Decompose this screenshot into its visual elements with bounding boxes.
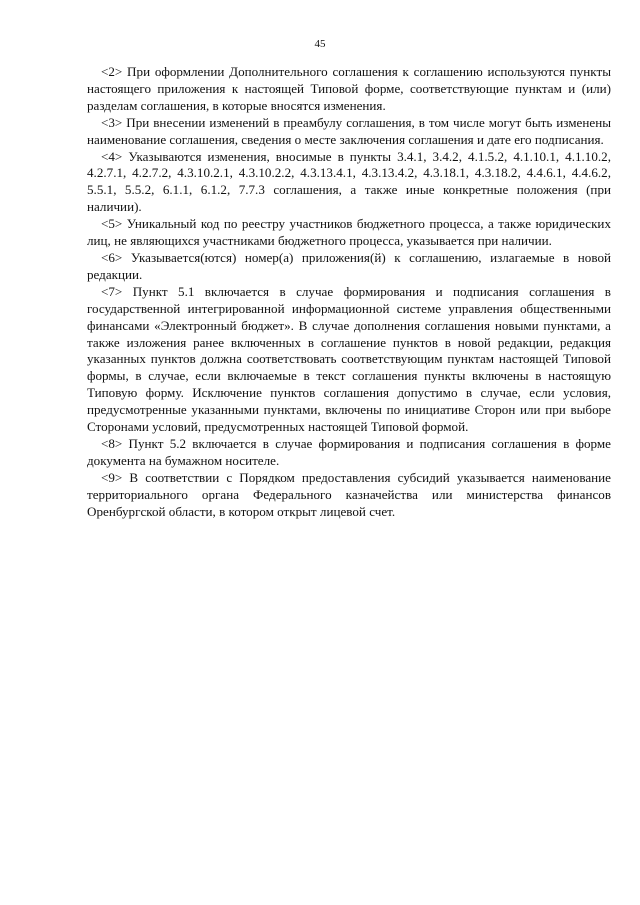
- footnote-2: <2> При оформлении Дополнительного соглашения к соглашению используются пункты настоящего приложения к настоящей Типовой форме, соответствующие пунктам и (или) разделам соглашения, в которые вносятся изменения.: [87, 64, 611, 113]
- page-number: 45: [314, 38, 326, 50]
- footnote-7: <7> Пункт 5.1 включается в случае формирования и подписания соглашения в государственной интегрированной информационной системе управления общественными финансами «Электронный бюджет». В случае дополнения соглашения новыми пунктами, а также изложения ранее включенных в соглашение пунктов в новой редакции, редакция указанных пунктов должна соответствовать соответствующим пунктам настоящей Типовой формы, в случае, если включаемые в текст соглашения пункты включены в настоящую Типовую форму. Исключение пунктов соглашения допустимо в случае, если условия, предусмотренные указанными пунктами, включены по инициативе Сторон или при выборе Сторонами условий, предусмотренных настоящей Типовой формой.: [87, 283, 611, 435]
- footnote-3: <3> При внесении изменений в преамбулу соглашения, в том числе могут быть изменены наименование соглашения, сведения о месте заключения соглашения и дате его подписания.: [87, 114, 611, 147]
- footnote-4: <4> Указываются изменения, вносимые в пункты 3.4.1, 3.4.2, 4.1.5.2, 4.1.10.1, 4.1.10.2, 4.2.7.1, 4.2.7.2, 4.3.10.2.1, 4.3.10.2.2, 4.3.13.4.1, 4.3.13.4.2, 4.3.18.1, 4.3.18.2, 4.4.6.1, 4.4.6.2, 5.5.1, 5.5.2, 6.1.1, 6.1.2, 7.7.3 соглашения, а также иные конкретные положения (при наличии).: [87, 148, 611, 215]
- footnote-8: <8> Пункт 5.2 включается в случае формирования и подписания соглашения в форме документа на бумажном носителе.: [87, 435, 611, 468]
- footnote-9: <9> В соответствии с Порядком предоставления субсидий указывается наименование территориального органа Федерального казначейства или министерства финансов Оренбургской области, в котором открыт лицевой счет.: [87, 469, 611, 519]
- footnote-5: <5> Уникальный код по реестру участников бюджетного процесса, а также юридических лиц, не являющихся участниками бюджетного процесса, указывается при наличии.: [87, 216, 611, 249]
- footnote-6: <6> Указывается(ются) номер(а) приложения(й) к соглашению, излагаемые в новой редакции.: [87, 249, 611, 282]
- footnotes: [87, 64, 611, 520]
